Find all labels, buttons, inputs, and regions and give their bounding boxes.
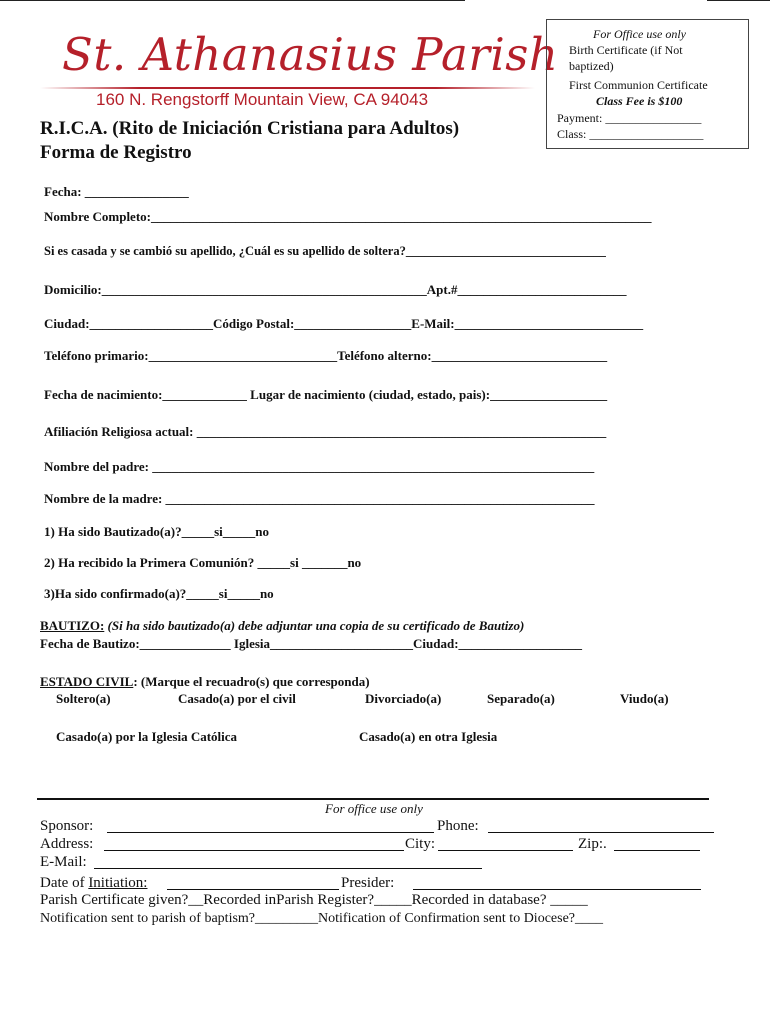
bautizo-note: (Si ha sido bautizado(a) debe adjuntar una copia de su certificado de Bautizo)	[104, 618, 525, 633]
phone-line[interactable]	[488, 832, 714, 833]
office-box-class[interactable]: Class: ___________________	[557, 127, 704, 141]
domicilio-field[interactable]: Domicilio:__________________________________________________Apt.#__________________________	[44, 282, 627, 297]
estado-civil-heading: ESTADO CIVIL	[40, 674, 134, 689]
option-separado[interactable]: Separado(a)	[487, 691, 555, 706]
zip-label: Zip:.	[578, 836, 607, 852]
bautizo-heading: BAUTIZO:	[40, 618, 105, 633]
top-rule-left	[0, 0, 465, 1]
sponsor-label: Sponsor:	[40, 818, 94, 834]
zip-line[interactable]	[614, 850, 700, 851]
nacimiento-field[interactable]: Fecha de nacimiento:_____________ Lugar de nacimiento (ciudad, estado, pais):__________________	[44, 387, 608, 402]
estado-civil-instruction: : (Marque el recuadro(s) que corresponda)	[133, 674, 370, 689]
logo-divider	[40, 87, 535, 89]
form-title-line1: R.I.C.A. (Rito de Iniciación Cristiana para Adultos)	[40, 118, 460, 139]
parish-certificate-line[interactable]: Parish Certificate given?__Recorded inParish Register?_____Recorded in database? _____	[40, 892, 588, 908]
padre-field[interactable]: Nombre del padre: ____________________________________________________________________	[44, 459, 595, 474]
phone-label: Phone:	[437, 818, 479, 834]
comunion-question[interactable]: 2) Ha recibido la Primera Comunión? _____si _______no	[44, 555, 362, 570]
office-box-fee: Class Fee is $100	[596, 94, 683, 108]
option-casado-otra-iglesia[interactable]: Casado(a) en otra Iglesia	[359, 729, 498, 744]
initiation-line[interactable]	[167, 889, 339, 890]
date-of-text: Date of	[40, 875, 89, 891]
option-soltero[interactable]: Soltero(a)	[56, 691, 111, 706]
parish-address: 160 N. Rengstorff Mountain View, CA 94043	[96, 90, 429, 109]
bautizo-section-header	[40, 618, 524, 634]
city-label: City:	[405, 836, 436, 852]
bautizado-question[interactable]: 1) Ha sido Bautizado(a)?_____si_____no	[44, 524, 269, 539]
office-section-rule	[37, 798, 709, 800]
email-label: E-Mail:	[40, 854, 87, 870]
afiliacion-field[interactable]: Afiliación Religiosa actual: _______________________________________________________________	[44, 424, 607, 439]
nombre-field[interactable]: Nombre Completo:_____________________________________________________________________________	[44, 209, 652, 224]
presider-label: Presider:	[341, 875, 395, 891]
office-box-payment[interactable]: Payment: ________________	[557, 111, 702, 125]
ciudad-field[interactable]: Ciudad:___________________Código Postal:__________________E-Mail:_____________________________	[44, 316, 644, 331]
madre-field[interactable]: Nombre de la madre: __________________________________________________________________	[44, 491, 595, 506]
sponsor-line[interactable]	[107, 832, 434, 833]
address-label: Address:	[40, 836, 94, 852]
option-divorciado[interactable]: Divorciado(a)	[365, 691, 442, 706]
form-title	[40, 117, 459, 165]
top-rule-right	[707, 0, 770, 1]
bautizo-details-field[interactable]: Fecha de Bautizo:______________ Iglesia______________________Ciudad:___________________	[40, 636, 583, 651]
confirmado-question[interactable]: 3)Ha sido confirmado(a)?_____si_____no	[44, 586, 274, 601]
city-line[interactable]	[438, 850, 573, 851]
option-casado-iglesia-catolica[interactable]: Casado(a) por la Iglesia Católica	[56, 729, 238, 744]
office-use-box	[546, 19, 749, 149]
notification-line[interactable]: Notification sent to parish of baptism?_________Notification of Confirmation sent to Diocese?____	[40, 911, 604, 926]
apellido-soltera-field[interactable]: Si es casada y se cambió su apellido, ¿Cuál es su apellido de soltera?________________________________	[44, 244, 606, 258]
address-line[interactable]	[104, 850, 404, 851]
initiation-text: Initiation:	[88, 875, 148, 891]
office-box-baptized: baptized)	[569, 59, 614, 73]
date-of-initiation-label	[40, 874, 147, 892]
office-box-birth-cert: Birth Certificate (if Not	[569, 43, 683, 57]
estado-civil-header	[40, 674, 370, 690]
fecha-field[interactable]: Fecha: ________________	[44, 184, 189, 199]
option-viudo[interactable]: Viudo(a)	[620, 691, 669, 706]
option-casado-civil[interactable]: Casado(a) por el civil	[178, 691, 296, 706]
form-title-line2: Forma de Registro	[40, 142, 192, 163]
office-box-communion-cert: First Communion Certificate	[569, 78, 708, 92]
presider-line[interactable]	[413, 889, 701, 890]
office-section-title: For office use only	[325, 801, 423, 816]
email-line[interactable]	[94, 868, 482, 869]
telefono-field[interactable]: Teléfono primario:_____________________________Teléfono alterno:___________________________	[44, 348, 608, 363]
parish-logo-text: St. Athanasius Parish	[62, 28, 559, 81]
office-box-title: For Office use only	[593, 27, 686, 41]
